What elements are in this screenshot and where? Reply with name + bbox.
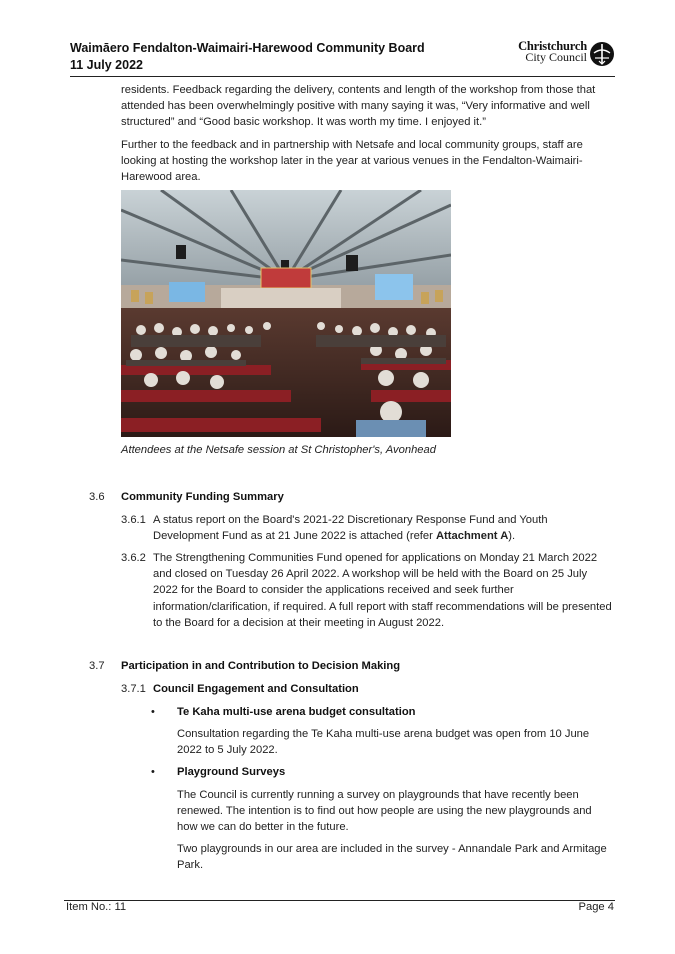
council-emblem-icon — [589, 41, 615, 67]
bullet-marker: • — [151, 766, 155, 778]
bullet-title-te-kaha: Te Kaha multi-use arena budget consultation — [177, 706, 416, 718]
section-title-participation: Participation in and Contribution to Decision Making — [121, 660, 401, 672]
page-header — [70, 40, 615, 76]
section-title-community-funding: Community Funding Summary — [121, 491, 284, 503]
event-photo — [121, 190, 451, 437]
item-3-6-1-text-a: A status report on the Board's 2021-22 Discretionary Response Fund and Youth Development Fund as at 21 June 2022 is attached (refer — [153, 514, 548, 543]
section-number-3-6: 3.6 — [89, 491, 105, 503]
section-number-3-7: 3.7 — [89, 660, 105, 672]
attachment-a-reference: Attachment A — [435, 530, 509, 543]
council-logo — [495, 41, 615, 69]
photo-caption: Attendees at the Netsafe session at St Christopher's, Avonhead — [121, 444, 436, 456]
logo-text — [518, 41, 587, 63]
header-title — [70, 40, 425, 74]
footer-item-number: Item No.: 11 — [66, 901, 127, 913]
logo-line-2: City Council — [525, 50, 587, 64]
item-number-3-6-1: 3.6.1 — [121, 514, 146, 526]
bullet-title-playground: Playground Surveys — [177, 766, 286, 778]
bullet-text-playground-survey: The Council is currently running a survey on playgrounds that have recently been renewed. The intention is to find out how people are using the new playgrounds and how we can do better in the future. — [177, 789, 592, 834]
item-3-6-1-text-b: ). — [508, 530, 516, 543]
item-number-3-7-1: 3.7.1 — [121, 683, 146, 695]
item-number-3-6-2: 3.6.2 — [121, 552, 146, 564]
header-divider — [70, 76, 615, 77]
paragraph-feedback: residents. Feedback regarding the delivery, contents and length of the workshop from those that attended has been overwhelmingly positive with many saying it was, “Very informative and well structured” and “Good basic workshop. It was worth my time. I enjoyed it.” — [121, 84, 596, 129]
subsection-title-engagement: Council Engagement and Consultation — [153, 683, 359, 695]
bullet-text-te-kaha: Consultation regarding the Te Kaha multi-use arena budget was open from 10 June 2022 to 5 July 2022. — [177, 728, 590, 757]
bullet-text-playground-parks: Two playgrounds in our area are included in the survey - Annandale Park and Armitage Park. — [177, 843, 607, 872]
footer-page-number: Page 4 — [578, 901, 614, 913]
church-audience-image — [121, 190, 451, 437]
paragraph-partnership: Further to the feedback and in partnership with Netsafe and local community groups, staff are looking at hosting the workshop later in the year at various venues in the Fendalton-Waimairi-Harewood area. — [121, 139, 583, 184]
meeting-date: 11 July 2022 — [70, 58, 143, 72]
bullet-marker: • — [151, 706, 155, 718]
footer-divider — [64, 900, 615, 901]
item-text-3-6-1 — [153, 512, 615, 544]
logo-line-1: Christchurch — [518, 39, 587, 53]
board-name: Waimāero Fendalton-Waimairi-Harewood Community Board — [70, 41, 425, 55]
item-text-3-6-2: The Strengthening Communities Fund opened for applications on Monday 21 March 2022 and closed on Tuesday 26 April 2022. A workshop will be held with the Board on 25 July 2022 for the Board to consider the applications received and seek further information/clarification, if required. A full report with staff recommendations will be presented to the Board for a decision at their meeting in August 2022. — [153, 552, 612, 629]
